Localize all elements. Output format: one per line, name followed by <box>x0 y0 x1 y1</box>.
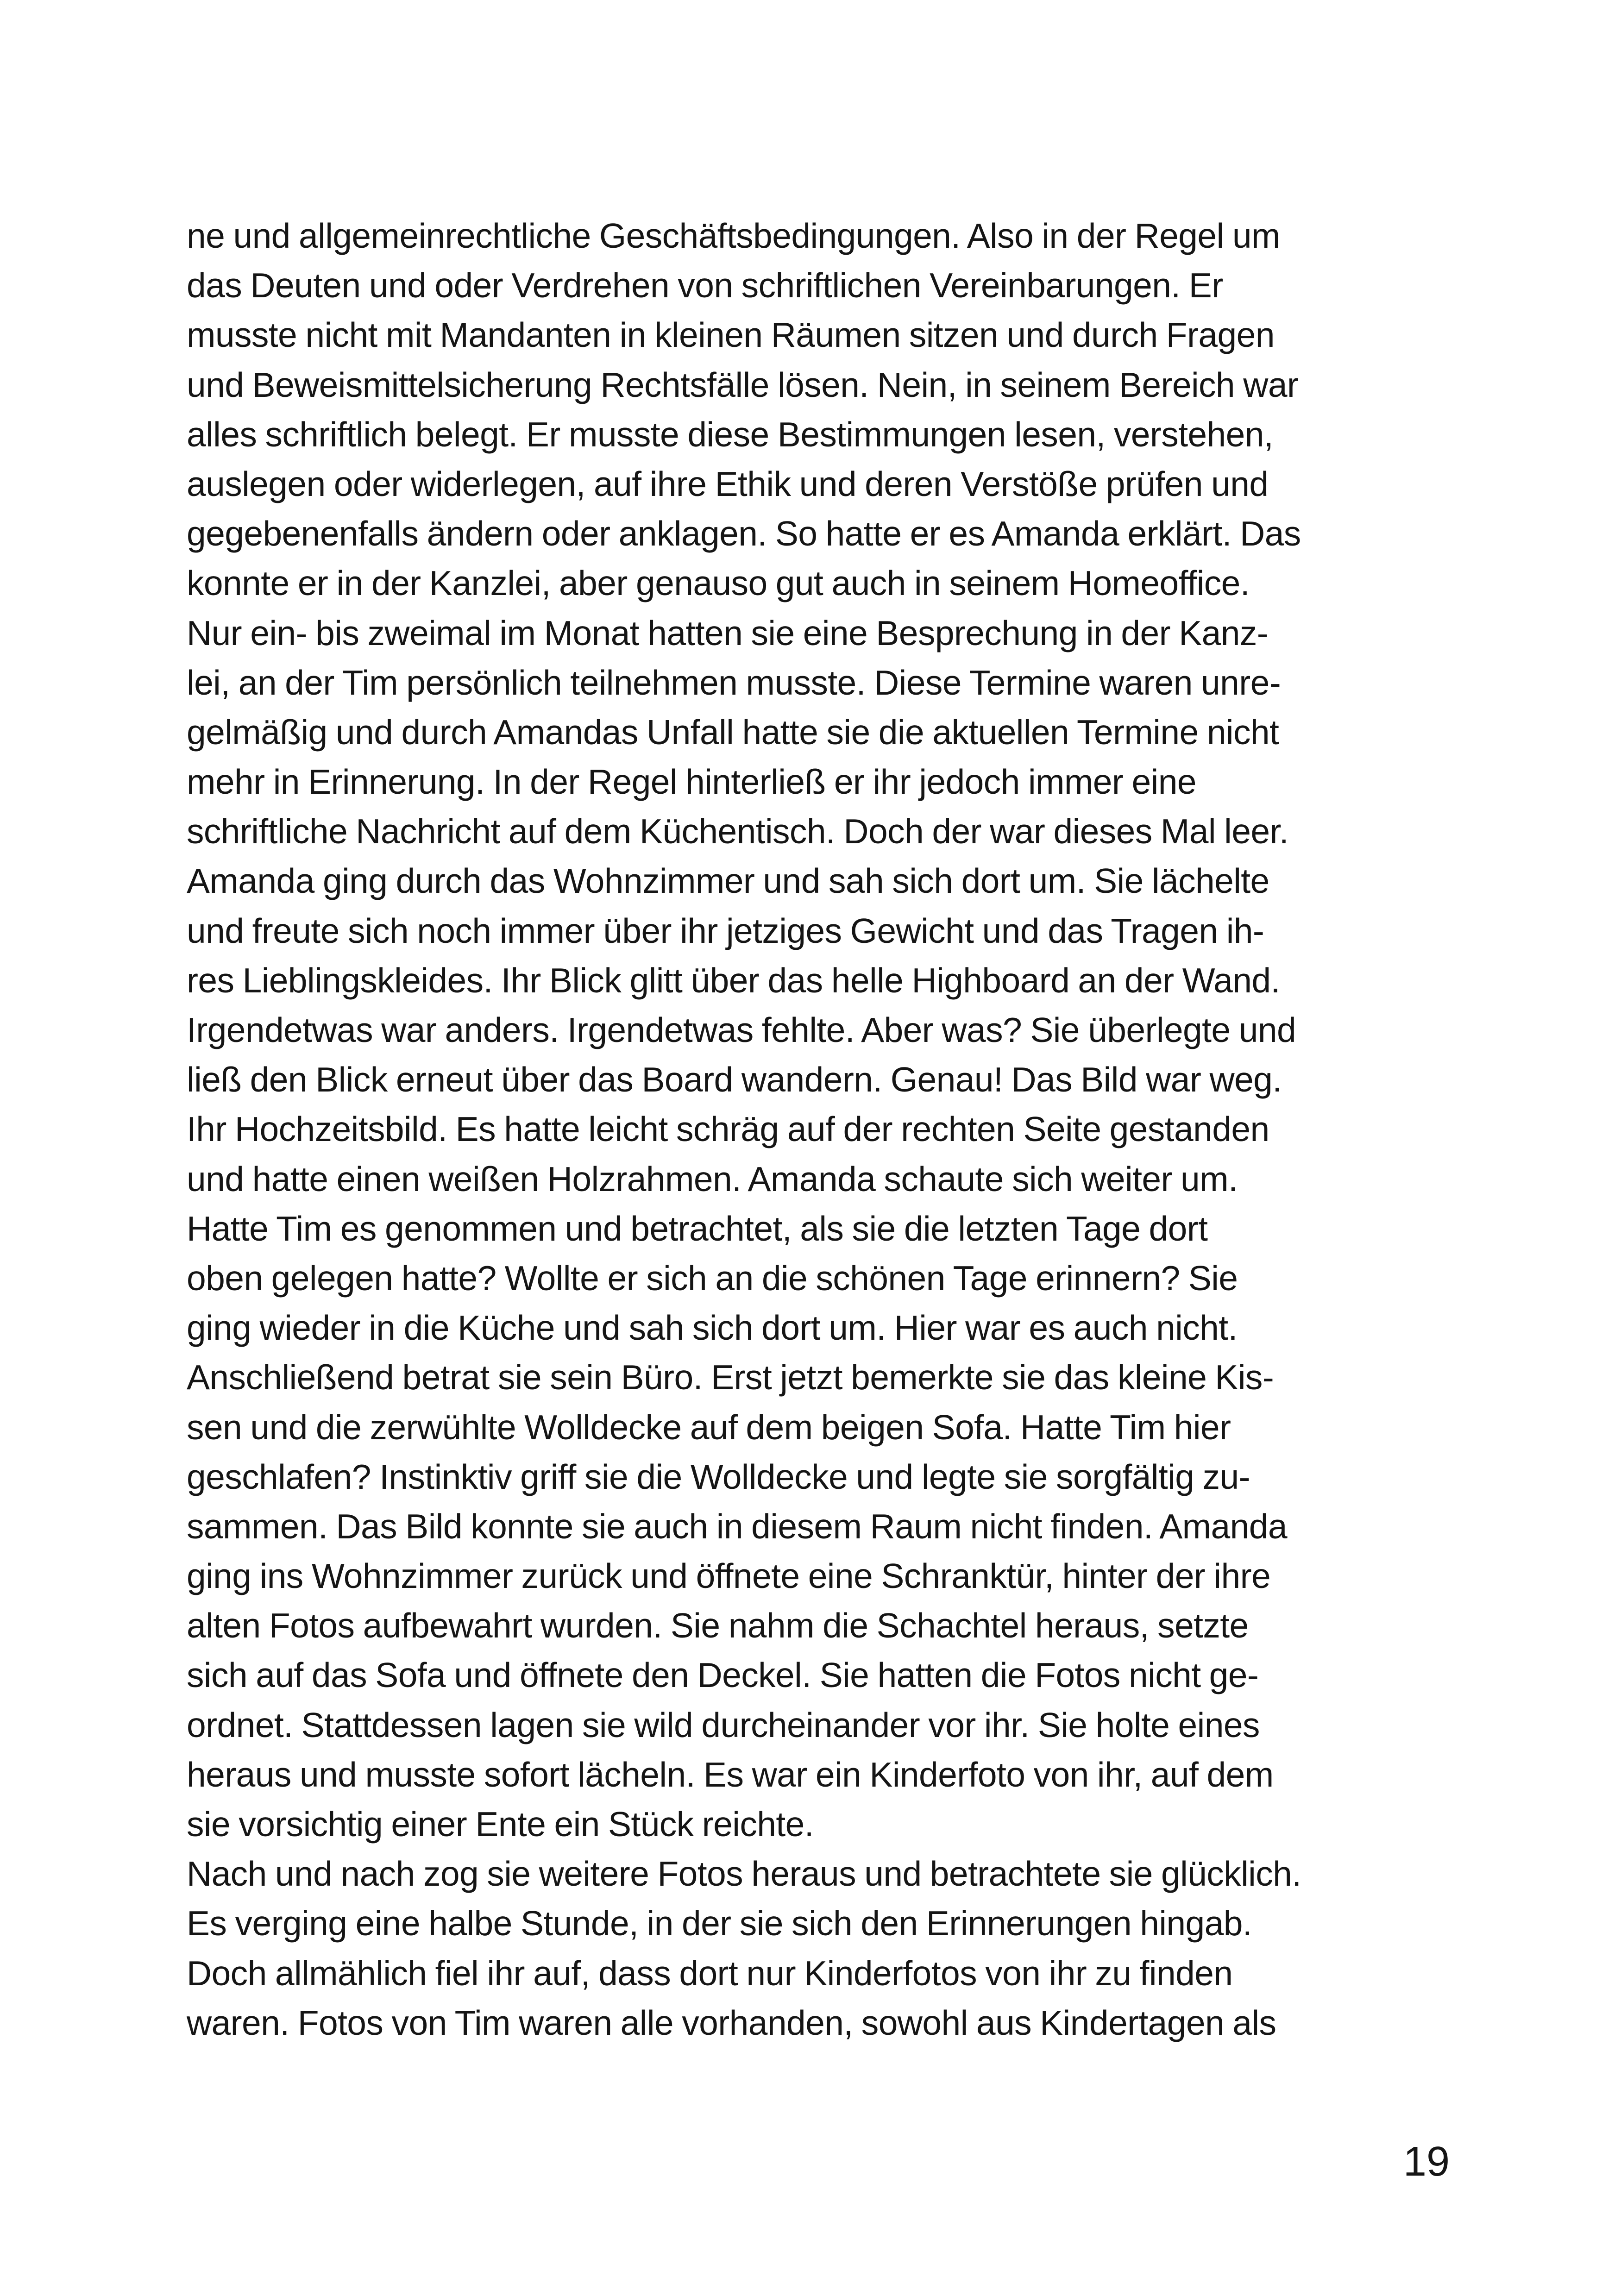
text-line: sie vorsichtig einer Ente ein Stück reichte. <box>187 1805 814 1844</box>
text-line: heraus und musste sofort lächeln. Es war ein Kinderfoto von ihr, auf dem <box>187 1755 1274 1794</box>
text-line: alles schriftlich belegt. Er musste diese Bestimmungen lesen, verstehen, <box>187 414 1274 454</box>
text-line: sen und die zerwühlte Wolldecke auf dem beigen Sofa. Hatte Tim hier <box>187 1407 1231 1447</box>
text-line: gegebenenfalls ändern oder anklagen. So hatte er es Amanda erklärt. Das <box>187 514 1301 553</box>
text-line: Hatte Tim es genommen und betrachtet, als sie die letzten Tage dort <box>187 1209 1208 1248</box>
text-line: ging ins Wohnzimmer zurück und öffnete eine Schranktür, hinter der ihre <box>187 1556 1271 1596</box>
text-line: lei, an der Tim persönlich teilnehmen musste. Diese Termine waren unre- <box>187 663 1281 702</box>
text-line: Nach und nach zog sie weitere Fotos heraus und betrachtete sie glücklich. <box>187 1854 1301 1894</box>
text-line: oben gelegen hatte? Wollte er sich an die schönen Tage erinnern? Sie <box>187 1258 1238 1298</box>
text-line: sich auf das Sofa und öffnete den Deckel. Sie hatten die Fotos nicht ge- <box>187 1656 1259 1695</box>
text-line: res Lieblingskleides. Ihr Blick glitt über das helle Highboard an der Wand. <box>187 960 1280 1000</box>
text-line: Doch allmählich fiel ihr auf, dass dort nur Kinderfotos von ihr zu finden <box>187 1953 1233 1993</box>
text-line: Nur ein- bis zweimal im Monat hatten sie eine Besprechung in der Kanz- <box>187 613 1269 652</box>
text-line: Anschließend betrat sie sein Büro. Erst jetzt bemerkte sie das kleine Kis- <box>187 1358 1274 1397</box>
text-line: und Beweismittelsicherung Rechtsfälle lösen. Nein, in seinem Bereich war <box>187 365 1299 404</box>
text-line: sammen. Das Bild konnte sie auch in diesem Raum nicht finden. Amanda <box>187 1506 1287 1546</box>
text-line: mehr in Erinnerung. In der Regel hinterließ er ihr jedoch immer eine <box>187 762 1196 802</box>
text-line: alten Fotos aufbewahrt wurden. Sie nahm die Schachtel heraus, setzte <box>187 1606 1249 1645</box>
text-line: ne und allgemeinrechtliche Geschäftsbedingungen. Also in der Regel um <box>187 216 1280 255</box>
text-line: Irgendetwas war anders. Irgendetwas fehlte. Aber was? Sie überlegte und <box>187 1010 1296 1049</box>
page-number: 19 <box>1403 2139 1450 2185</box>
text-line: gelmäßig und durch Amandas Unfall hatte sie die aktuellen Termine nicht <box>187 712 1279 752</box>
text-line: ließ den Blick erneut über das Board wandern. Genau! Das Bild war weg. <box>187 1060 1282 1099</box>
text-line: und freute sich noch immer über ihr jetziges Gewicht und das Tragen ih- <box>187 911 1264 950</box>
text-line: Es verging eine halbe Stunde, in der sie sich den Erinnerungen hingab. <box>187 1904 1252 1943</box>
body-text <box>187 211 1456 2048</box>
text-line: musste nicht mit Mandanten in kleinen Räumen sitzen und durch Fragen <box>187 315 1275 355</box>
text-line: ging wieder in die Küche und sah sich dort um. Hier war es auch nicht. <box>187 1308 1238 1348</box>
text-line: konnte er in der Kanzlei, aber genauso gut auch in seinem Homeoffice. <box>187 564 1250 603</box>
text-line: das Deuten und oder Verdrehen von schriftlichen Vereinbarungen. Er <box>187 266 1223 305</box>
text-line: Ihr Hochzeitsbild. Es hatte leicht schräg auf der rechten Seite gestanden <box>187 1110 1269 1149</box>
text-line: Amanda ging durch das Wohnzimmer und sah sich dort um. Sie lächelte <box>187 861 1269 901</box>
text-line: schriftliche Nachricht auf dem Küchentisch. Doch der war dieses Mal leer. <box>187 812 1288 851</box>
text-line: ordnet. Stattdessen lagen sie wild durcheinander vor ihr. Sie holte eines <box>187 1705 1260 1744</box>
text-line: auslegen oder widerlegen, auf ihre Ethik und deren Verstöße prüfen und <box>187 464 1269 503</box>
text-line: und hatte einen weißen Holzrahmen. Amanda schaute sich weiter um. <box>187 1159 1238 1198</box>
text-line: geschlafen? Instinktiv griff sie die Wolldecke und legte sie sorgfältig zu- <box>187 1457 1250 1496</box>
text-line: waren. Fotos von Tim waren alle vorhanden, sowohl aus Kindertagen als <box>187 2003 1276 2042</box>
